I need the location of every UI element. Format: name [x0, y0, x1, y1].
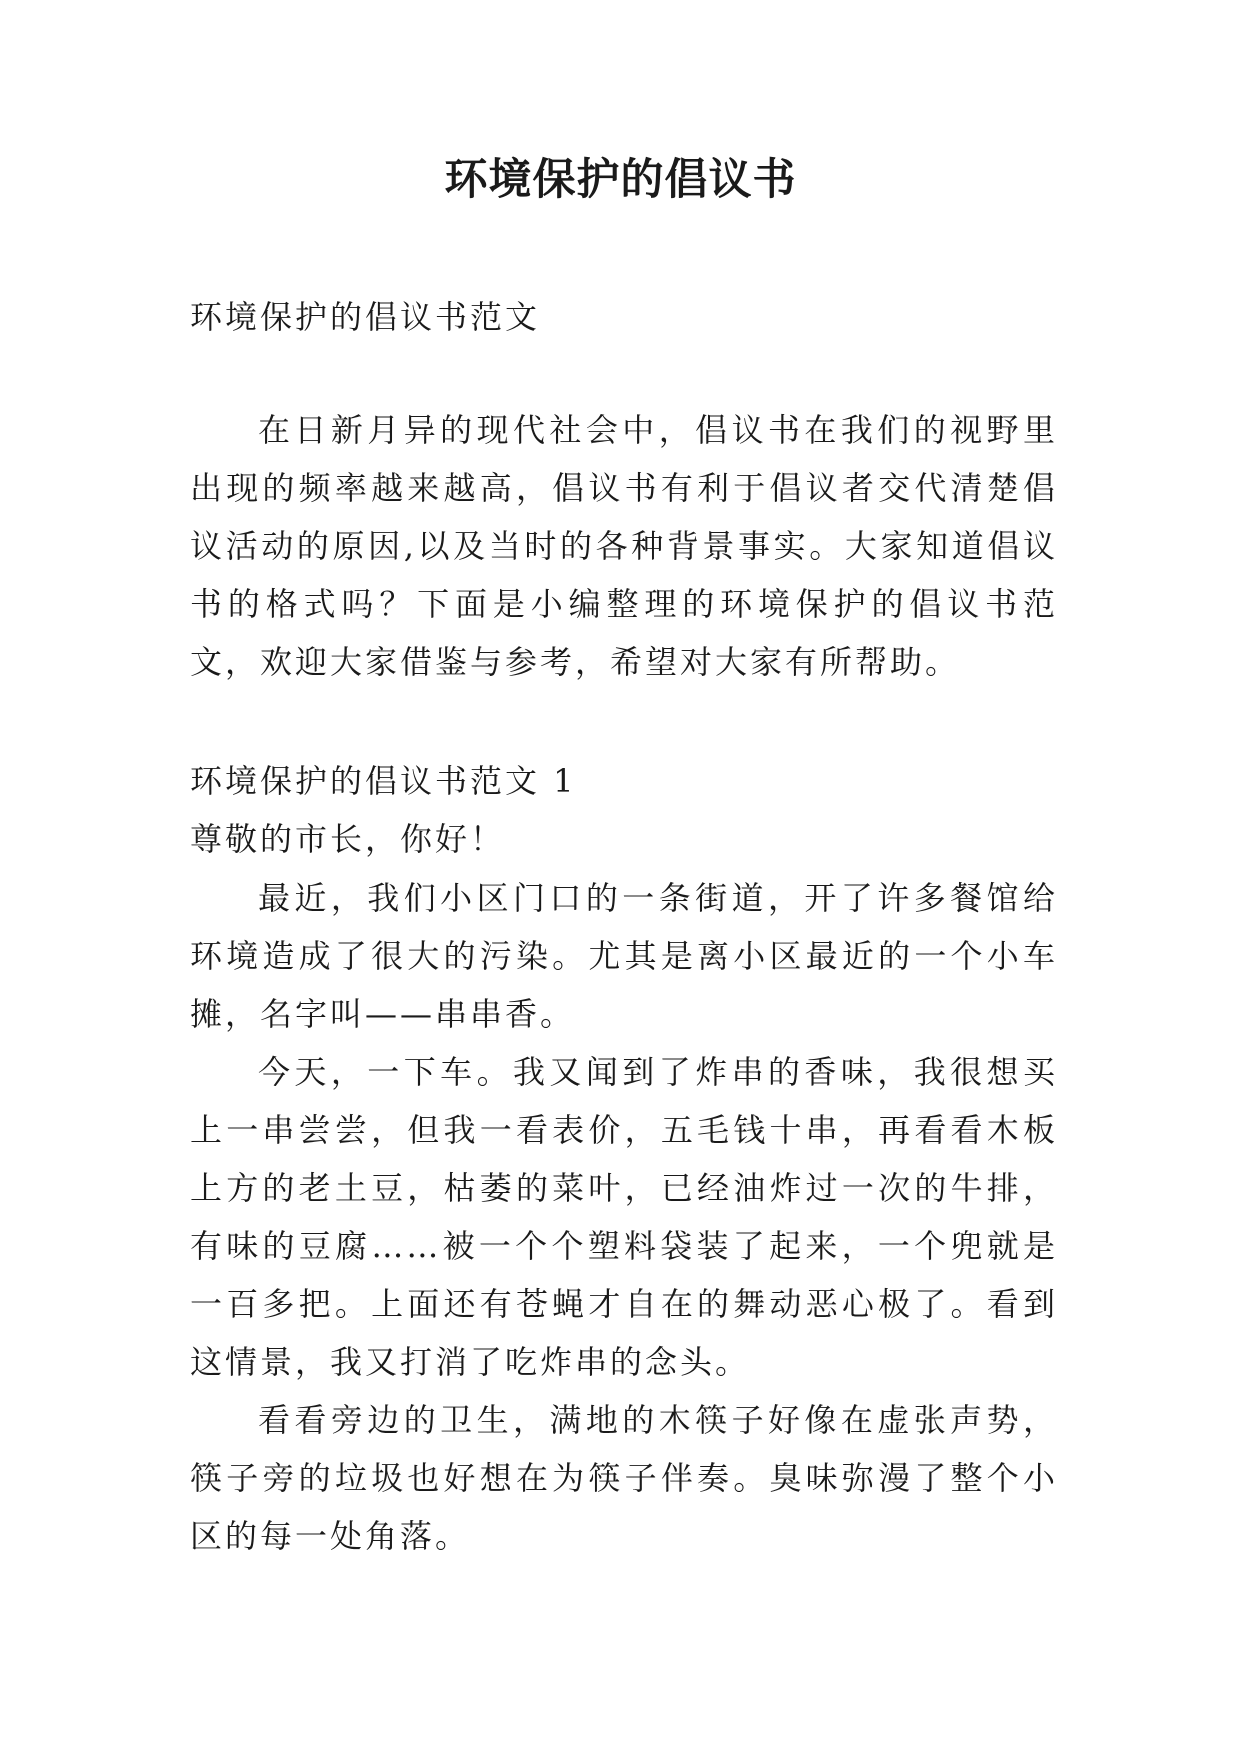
intro-paragraph: 在日新月异的现代社会中，倡议书在我们的视野里出现的频率越来越高，倡议书有利于倡议者交代清楚倡议活动的原因,以及当时的各种背景事实。大家知道倡议书的格式吗？下面是小编整理的环境保护的倡议书范文，欢迎大家借鉴与参考，希望对大家有所帮助。: [190, 411, 1058, 681]
body-paragraph-2: 今天，一下车。我又闻到了炸串的香味，我很想买上一串尝尝，但我一看表价，五毛钱十串，再看看木板上方的老土豆，枯萎的菜叶，已经油炸过一次的牛排，有味的豆腐……被一个个塑料袋装了起来，一个兜就是一百多把。上面还有苍蝇才自在的舞动恶心极了。看到这情景，我又打消了吃炸串的念头。: [190, 1053, 1058, 1381]
document-subtitle: 环境保护的倡议书范文: [190, 298, 541, 336]
letter-body: [190, 869, 1058, 1565]
body-paragraph-1: 最近，我们小区门口的一条街道，开了许多餐馆给环境造成了很大的污染。尤其是离小区最近的一个小车摊，名字叫——串串香。: [190, 879, 1058, 1033]
document-title: 环境保护的倡议书: [444, 155, 797, 205]
body-paragraph-3: 看看旁边的卫生，满地的木筷子好像在虚张声势，筷子旁的垃圾也好想在为筷子伴奏。臭味弥漫了整个小区的每一处角落。: [190, 1401, 1058, 1555]
letter-greeting: 尊敬的市长，你好！: [190, 820, 506, 858]
section-heading: 环境保护的倡议书范文 1: [190, 762, 577, 800]
